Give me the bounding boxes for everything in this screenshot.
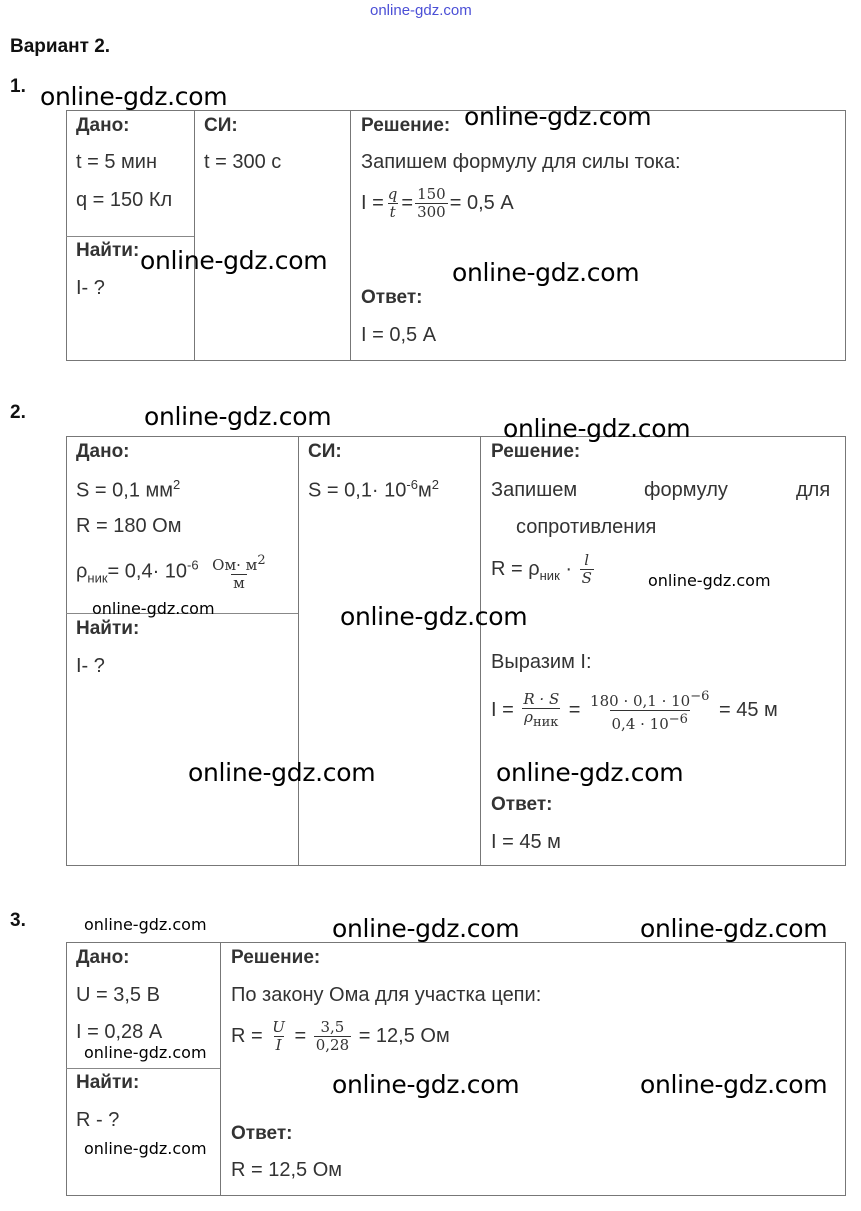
equals: = bbox=[401, 191, 414, 214]
formula bbox=[231, 1019, 450, 1054]
problem-3-number: 3. bbox=[10, 910, 26, 931]
given-line: I = 0,28 А bbox=[76, 1021, 163, 1043]
numerator: 150 bbox=[417, 185, 446, 203]
numerator: l bbox=[584, 551, 590, 569]
problem-2-table bbox=[66, 436, 846, 866]
subscript: ник bbox=[87, 570, 108, 586]
exponent: 2 bbox=[173, 477, 181, 492]
formula-lhs: I = bbox=[361, 191, 384, 214]
solution-word: формулу bbox=[644, 479, 728, 501]
unit-text: Ом· м bbox=[212, 556, 258, 574]
given-label: Дано: bbox=[76, 115, 130, 136]
given-line: U = 3,5 В bbox=[76, 984, 160, 1006]
watermark: online-gdz.com bbox=[84, 1139, 207, 1158]
given-line: t = 5 мин bbox=[76, 151, 157, 173]
formula bbox=[361, 186, 514, 221]
watermark: online-gdz.com bbox=[140, 246, 328, 275]
rho-symbol: ρ bbox=[524, 707, 533, 726]
find-label: Найти: bbox=[76, 618, 140, 639]
solution-label: Решение: bbox=[231, 947, 321, 968]
find-value: I- ? bbox=[76, 655, 105, 677]
unit-fraction bbox=[210, 552, 267, 592]
fraction bbox=[386, 186, 400, 221]
fraction bbox=[580, 552, 594, 587]
dot: · bbox=[565, 557, 572, 580]
find-value: I- ? bbox=[76, 277, 105, 299]
answer-value: I = 45 м bbox=[491, 831, 561, 853]
denominator: S bbox=[581, 569, 592, 587]
formula-lhs: I = bbox=[491, 698, 514, 721]
exponent: 2 bbox=[431, 477, 439, 492]
variant-heading: Вариант 2. bbox=[10, 36, 111, 57]
watermark: online-gdz.com bbox=[144, 402, 332, 431]
find-label: Найти: bbox=[76, 240, 140, 261]
watermark: online-gdz.com bbox=[332, 914, 520, 943]
solution-text: По закону Ома для участка цепи: bbox=[231, 984, 542, 1006]
fraction bbox=[588, 688, 711, 733]
denominator bbox=[522, 708, 560, 731]
si-label: СИ: bbox=[204, 115, 238, 136]
divider bbox=[298, 436, 299, 865]
given-label: Дано: bbox=[76, 441, 130, 462]
formula-result: = 0,5 А bbox=[449, 191, 514, 214]
equals: = bbox=[294, 1024, 307, 1047]
formula-result: = 12,5 Ом bbox=[358, 1024, 450, 1047]
watermark: online-gdz.com bbox=[332, 1070, 520, 1099]
answer-value: R = 12,5 Ом bbox=[231, 1159, 343, 1181]
divider bbox=[194, 110, 195, 360]
si-unit: м bbox=[417, 479, 432, 502]
formula-lhs: R = bbox=[231, 1024, 263, 1047]
si-label: СИ: bbox=[308, 441, 342, 462]
watermark: online-gdz.com bbox=[188, 758, 376, 787]
watermark: online-gdz.com bbox=[464, 102, 652, 131]
divider bbox=[66, 236, 194, 237]
given-line bbox=[76, 477, 180, 503]
watermark: online-gdz.com bbox=[340, 602, 528, 631]
solution-word: Запишем bbox=[491, 479, 578, 501]
answer-label: Ответ: bbox=[491, 794, 553, 815]
numerator bbox=[210, 552, 267, 574]
exponent: −6 bbox=[668, 712, 688, 727]
given-line bbox=[76, 552, 270, 592]
watermark: online-gdz.com bbox=[452, 258, 640, 287]
subscript: ник bbox=[539, 567, 560, 583]
find-value: R - ? bbox=[76, 1109, 120, 1131]
subscript: ник bbox=[532, 714, 559, 730]
denominator bbox=[610, 710, 690, 733]
divider bbox=[350, 110, 351, 360]
formula bbox=[491, 688, 778, 733]
formula-lhs: R = ρ bbox=[491, 557, 540, 580]
denominator-text: 0,4 · 10 bbox=[611, 715, 669, 733]
si-text: S = 0,1· 10 bbox=[308, 479, 407, 502]
denominator: t bbox=[389, 203, 396, 221]
numerator: 3,5 bbox=[320, 1018, 345, 1036]
numerator: R · S bbox=[523, 689, 560, 708]
answer-value: I = 0,5 А bbox=[361, 324, 437, 346]
denominator: I bbox=[275, 1036, 282, 1054]
answer-label: Ответ: bbox=[361, 287, 423, 308]
fraction bbox=[415, 186, 448, 221]
watermark: online-gdz.com bbox=[40, 82, 228, 111]
numerator bbox=[588, 688, 711, 710]
watermark: online-gdz.com bbox=[496, 758, 684, 787]
si-value bbox=[308, 477, 439, 503]
numerator-text: 180 · 0,1 · 10 bbox=[590, 692, 691, 710]
problem-2-number: 2. bbox=[10, 402, 26, 423]
denominator: 0,28 bbox=[315, 1036, 350, 1054]
problem-1-number: 1. bbox=[10, 76, 26, 97]
si-value: t = 300 с bbox=[204, 151, 282, 173]
formula-result: = 45 м bbox=[718, 698, 778, 721]
given-line: q = 150 Кл bbox=[76, 189, 173, 211]
site-header[interactable]: online-gdz.com bbox=[370, 2, 472, 19]
numerator: q bbox=[387, 185, 398, 203]
watermark: online-gdz.com bbox=[84, 915, 207, 934]
watermark: online-gdz.com bbox=[92, 599, 215, 618]
fraction bbox=[270, 1019, 287, 1054]
exponent: 2 bbox=[257, 553, 266, 568]
exponent: -6 bbox=[406, 477, 418, 492]
fraction bbox=[314, 1019, 351, 1054]
solution-label: Решение: bbox=[491, 441, 581, 462]
denominator: 300 bbox=[417, 203, 446, 221]
equals: = bbox=[568, 698, 581, 721]
formula bbox=[491, 552, 596, 587]
divider bbox=[66, 1068, 220, 1069]
watermark: online-gdz.com bbox=[503, 414, 691, 443]
solution-label: Решение: bbox=[361, 115, 451, 136]
solution-text: сопротивления bbox=[516, 516, 657, 538]
divider bbox=[220, 942, 221, 1195]
watermark: online-gdz.com bbox=[84, 1043, 207, 1062]
given-s: S = 0,1 мм bbox=[76, 479, 173, 502]
answer-label: Ответ: bbox=[231, 1123, 293, 1144]
denominator: м bbox=[233, 574, 245, 592]
divider bbox=[480, 436, 481, 865]
numerator: U bbox=[272, 1018, 285, 1036]
rho-symbol: ρ bbox=[76, 560, 88, 583]
rho-value: = 0,4· 10 bbox=[107, 560, 188, 583]
solution-word: для bbox=[796, 479, 831, 501]
exponent: -6 bbox=[187, 557, 199, 573]
watermark: online-gdz.com bbox=[648, 571, 771, 590]
exponent: −6 bbox=[690, 689, 710, 704]
fraction bbox=[521, 691, 561, 731]
solution-text: Выразим I: bbox=[491, 651, 592, 673]
given-label: Дано: bbox=[76, 947, 130, 968]
watermark: online-gdz.com bbox=[640, 1070, 828, 1099]
given-line: R = 180 Ом bbox=[76, 515, 182, 537]
find-label: Найти: bbox=[76, 1072, 140, 1093]
watermark: online-gdz.com bbox=[640, 914, 828, 943]
solution-text: Запишем формулу для силы тока: bbox=[361, 151, 681, 173]
